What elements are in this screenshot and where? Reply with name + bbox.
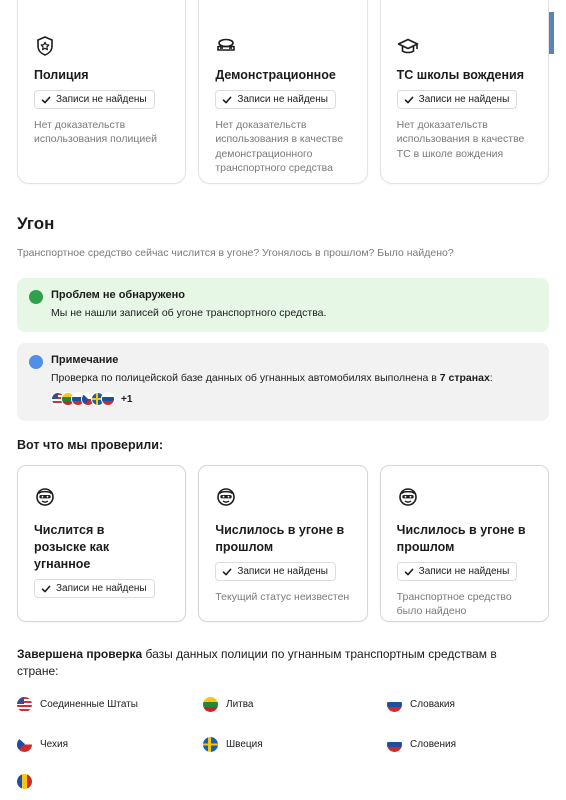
status-badge <box>34 90 155 109</box>
result-title-bold: Завершена проверка <box>17 647 143 661</box>
section-subtitle: Транспортное средство сейчас числится в угоне? Угонялось в прошлом? Было найдено? <box>17 247 454 259</box>
country-item <box>17 737 68 752</box>
card-note: Нет доказательств использования в качестве ТС в школе вождения <box>396 118 525 160</box>
thief-mask-icon <box>34 486 56 508</box>
slovakia-flag-icon <box>387 697 402 712</box>
note-box <box>17 343 549 421</box>
result-title-text: базы данных полиции по угнанным транспортным средствам в стране: <box>17 647 497 678</box>
badge-label: Записи не найдены <box>418 566 510 577</box>
card-driving-school <box>380 0 549 184</box>
theft-check-cards <box>17 465 549 622</box>
card-demo <box>198 0 367 184</box>
card-stolen-past-unknown <box>198 465 367 622</box>
check-icon <box>404 567 414 577</box>
sweden-flag-icon <box>203 737 218 752</box>
country-item <box>17 697 138 712</box>
card-title: Числится в розыске как угнанное <box>34 523 110 571</box>
status-ok-title: Проблем не обнаружено <box>51 289 185 301</box>
status-badge <box>397 90 518 109</box>
check-icon <box>404 95 414 105</box>
card-note: Текущий статус неизвестен <box>215 590 350 603</box>
country-item <box>203 697 254 712</box>
status-ok-text: Мы не нашли записей об угоне транспортного средства. <box>51 307 327 319</box>
country-name: Швеция <box>226 739 263 750</box>
card-note: Транспортное средство было найдено <box>396 590 512 617</box>
badge-label: Записи не найдены <box>56 583 147 594</box>
note-country-count: 7 странах <box>439 372 490 384</box>
romania-flag-icon <box>17 774 32 789</box>
thief-mask-icon <box>397 486 419 508</box>
police-badge-icon <box>34 35 56 57</box>
badge-label: Записи не найдены <box>56 94 147 105</box>
country-name: Соединенные Штаты <box>40 699 138 710</box>
card-note: Нет доказательств использования полицией <box>34 118 157 145</box>
status-ok-box <box>17 278 549 332</box>
usage-history-cards <box>17 0 549 184</box>
result-title <box>17 646 537 680</box>
card-note: Нет доказательств использования в качестве демонстрационного транспортного средства <box>215 118 344 174</box>
check-icon <box>41 584 51 594</box>
card-title: ТС школы вождения <box>396 68 524 82</box>
extra-countries-count[interactable]: +1 <box>121 393 133 405</box>
card-wanted-stolen <box>17 465 186 622</box>
card-title: Числилось в угоне в прошлом <box>396 523 526 554</box>
country-item <box>203 737 263 752</box>
note-text-prefix: Проверка по полицейской базе данных об угнанных автомобилях выполнена в <box>51 372 440 384</box>
country-item <box>17 774 40 789</box>
us-flag-icon <box>17 697 32 712</box>
country-flags-row <box>51 392 535 406</box>
status-badge <box>215 562 336 581</box>
country-item <box>387 737 456 752</box>
country-name: Словакия <box>410 699 455 710</box>
status-badge <box>34 579 155 598</box>
check-icon <box>222 567 232 577</box>
note-text-suffix: : <box>489 372 493 384</box>
badge-label: Записи не найдены <box>237 94 328 105</box>
section-title-theft: Угон <box>17 214 55 233</box>
card-title: Числилось в угоне в прошлом <box>215 523 345 554</box>
slovenia-flag-icon <box>101 392 115 406</box>
thief-mask-icon <box>215 486 237 508</box>
car-front-icon <box>215 35 237 57</box>
info-dot-icon <box>29 355 43 369</box>
country-name: Литва <box>226 699 254 710</box>
badge-label: Записи не найдены <box>418 94 510 105</box>
checked-title: Вот что мы проверили: <box>17 438 164 452</box>
card-title: Полиция <box>34 68 89 82</box>
card-title: Демонстрационное <box>215 68 336 82</box>
country-name: Словения <box>410 739 457 750</box>
note-text <box>51 371 535 386</box>
card-stolen-past-found <box>380 465 549 622</box>
badge-label: Записи не найдены <box>237 566 328 577</box>
check-icon <box>41 95 51 105</box>
check-icon <box>222 95 232 105</box>
country-item <box>387 697 455 712</box>
czechia-flag-icon <box>17 737 32 752</box>
success-dot-icon <box>29 290 43 304</box>
status-badge <box>397 562 518 581</box>
note-title: Примечание <box>51 354 119 366</box>
lithuania-flag-icon <box>203 697 218 712</box>
graduation-cap-icon <box>397 35 419 57</box>
card-police <box>17 0 186 184</box>
status-badge <box>215 90 336 109</box>
country-name: Чехия <box>40 739 69 750</box>
slovenia-flag-icon <box>387 737 402 752</box>
